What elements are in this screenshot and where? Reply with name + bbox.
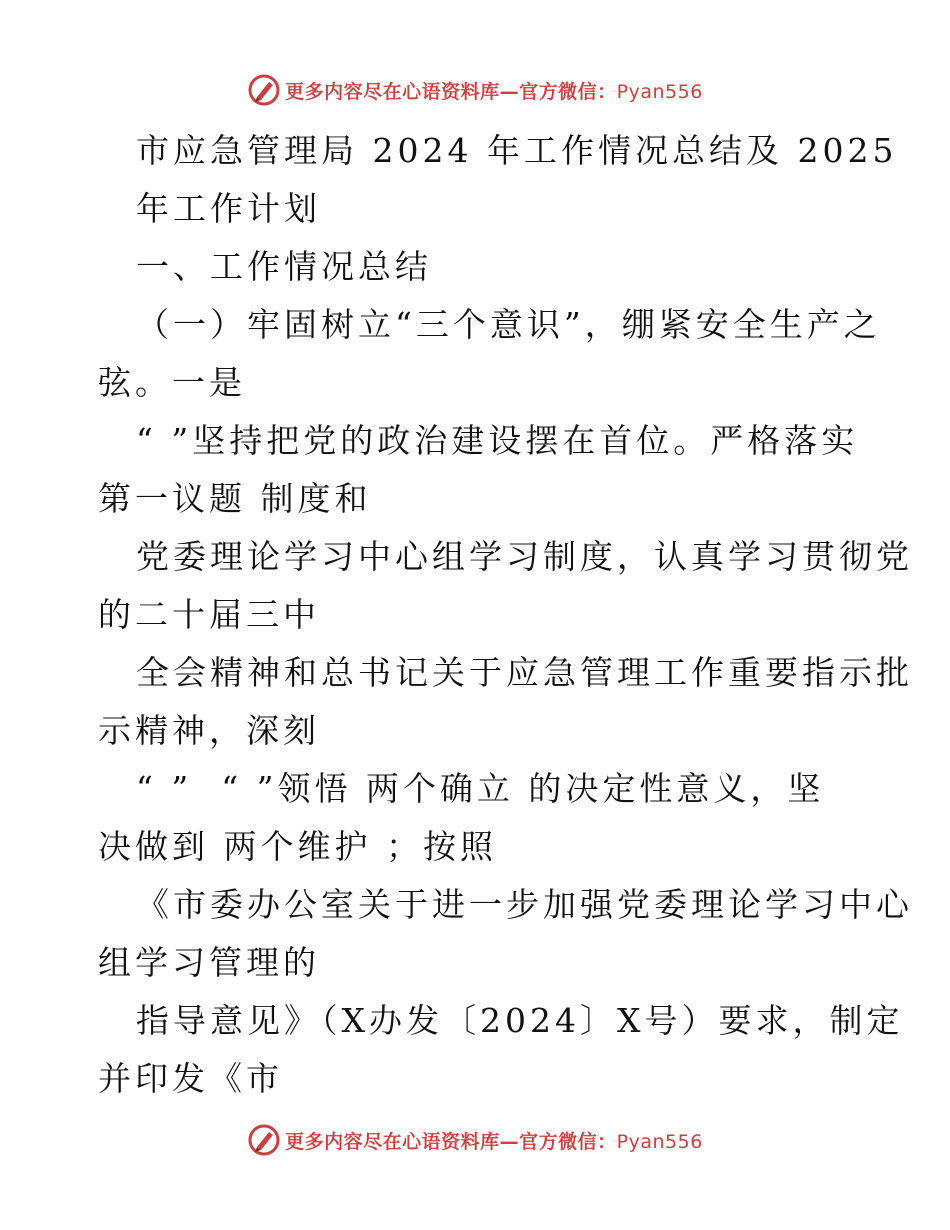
text-line: 《市委办公室关于进一步加强党委理论学习中心 bbox=[136, 885, 913, 924]
text-line: 组学习管理的 bbox=[98, 943, 320, 982]
text-line: 决做到 两个维护 ；按照 bbox=[98, 827, 497, 866]
text-line: 年工作计划 bbox=[136, 189, 321, 228]
text-line: 的二十届三中 bbox=[98, 595, 320, 634]
watermark-text: 更多内容尽在心语资料库—官方微信：Pyan556 bbox=[285, 1130, 703, 1153]
text-line: 示精神，深刻 bbox=[98, 711, 320, 750]
pen-circle-logo-icon bbox=[247, 1123, 281, 1157]
text-line: 党委理论学习中心组学习制度，认真学习贯彻党 bbox=[136, 537, 913, 576]
text-line: 一、工作情况总结 bbox=[136, 247, 432, 286]
text-line: 第一议题 制度和 bbox=[98, 479, 372, 518]
document-body bbox=[98, 122, 913, 1108]
text-line: “ ”坚持把党的政治建设摆在首位。严格落实 bbox=[136, 421, 859, 460]
header-watermark bbox=[0, 72, 950, 108]
text-line: 弦。一是 bbox=[98, 363, 246, 402]
text-line: 指导意见》（X办发〔2024〕X号）要求，制定 bbox=[136, 1001, 904, 1040]
watermark-text: 更多内容尽在心语资料库—官方微信：Pyan556 bbox=[285, 80, 703, 103]
footer-watermark bbox=[0, 1122, 950, 1158]
text-line: 市应急管理局 2024 年工作情况总结及 2025 bbox=[136, 131, 898, 170]
text-line: 全会精神和总书记关于应急管理工作重要指示批 bbox=[136, 653, 913, 692]
text-line: （一）牢固树立“三个意识”，绷紧安全生产之 bbox=[136, 305, 881, 344]
text-line: “ ” “ ”领悟 两个确立 的决定性意义，坚 bbox=[136, 769, 825, 808]
text-line: 并印发《市 bbox=[98, 1059, 283, 1098]
pen-circle-logo-icon bbox=[247, 73, 281, 107]
